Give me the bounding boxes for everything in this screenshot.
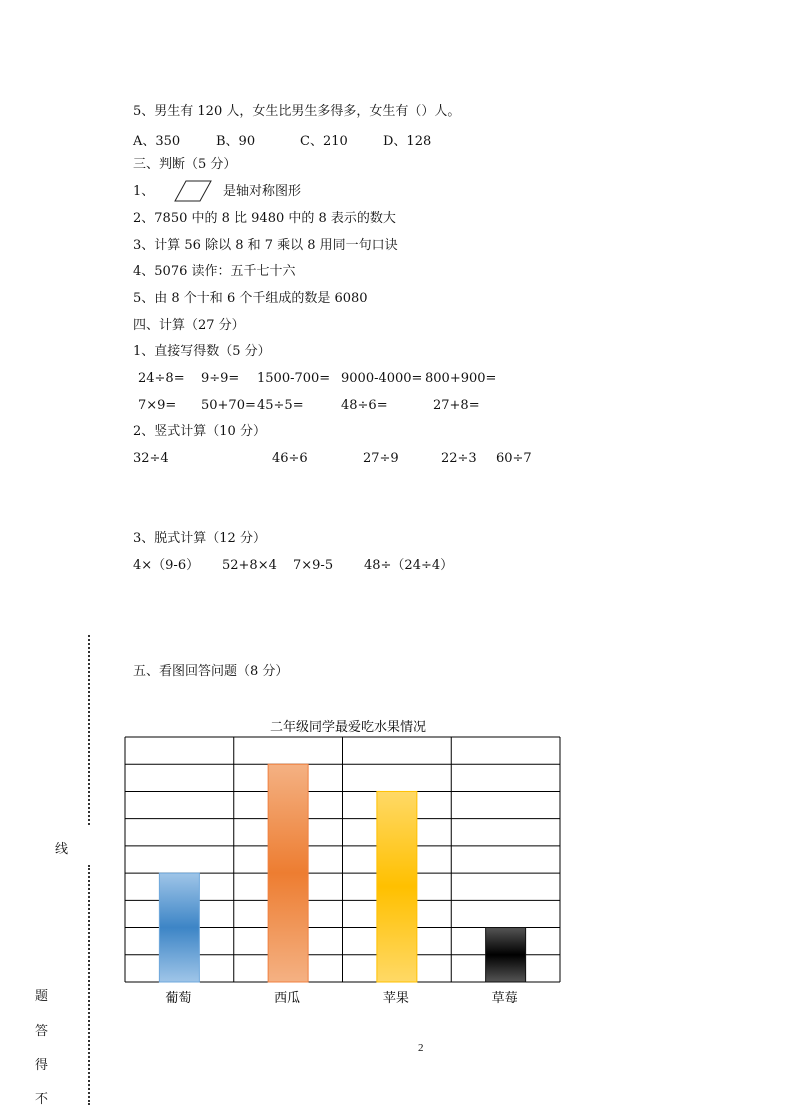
option-a: A、350 xyxy=(133,134,181,149)
chart-title: 二年级同学最爱吃水果情况 xyxy=(269,720,427,735)
calc-item: 9000-4000= xyxy=(341,371,423,386)
margin-line-label: 线 xyxy=(55,842,69,857)
margin-char: 题 xyxy=(35,989,49,1004)
vertical-calc-item: 27÷9 xyxy=(363,451,399,466)
step-calc-item: 7×9-5 xyxy=(293,558,334,573)
judge-item-1: 是轴对称图形 xyxy=(223,184,302,199)
calc-item: 9÷9= xyxy=(201,371,240,386)
chart-category-label: 西瓜 xyxy=(274,991,301,1006)
section-3-title: 三、判断（5 分） xyxy=(133,157,237,172)
section-4-title: 四、计算（27 分） xyxy=(133,318,245,333)
judge-item-3: 3、计算 56 除以 8 和 7 乘以 8 用同一句口诀 xyxy=(133,238,398,253)
calc-item: 800+900= xyxy=(425,371,497,386)
step-calc-item: 4×（9-6） xyxy=(133,558,200,573)
chart-bar-3 xyxy=(377,791,417,982)
calc-item: 1500-700= xyxy=(257,371,331,386)
page-number: 2 xyxy=(418,1042,424,1054)
judge-item-2: 2、7850 中的 8 比 9480 中的 8 表示的数大 xyxy=(133,211,396,226)
subsection-3: 3、脱式计算（12 分） xyxy=(133,531,266,546)
vertical-calc-item: 46÷6 xyxy=(272,451,308,466)
chart-bar-4 xyxy=(486,928,526,982)
margin-char: 不 xyxy=(35,1092,49,1107)
chart-category-label: 草莓 xyxy=(491,991,518,1006)
judge-item-4: 4、5076 读作：五千七十六 xyxy=(133,264,296,279)
calc-item: 24÷8= xyxy=(138,371,185,386)
judge-item-1-prefix: 1、 xyxy=(133,184,155,199)
subsection-2: 2、竖式计算（10 分） xyxy=(133,424,266,439)
option-c: C、210 xyxy=(300,134,348,149)
option-d: D、128 xyxy=(383,134,432,149)
chart-category-label: 苹果 xyxy=(382,991,409,1006)
question-5: 5、男生有 120 人，女生比男生多得多，女生有（）人。 xyxy=(133,104,461,119)
step-calc-item: 48÷（24÷4） xyxy=(364,558,454,573)
calc-item: 50+70= xyxy=(201,398,256,413)
calc-item: 27+8= xyxy=(433,398,480,413)
vertical-calc-item: 60÷7 xyxy=(496,451,532,466)
calc-item: 45÷5= xyxy=(257,398,304,413)
option-b: B、90 xyxy=(216,134,256,149)
margin-char: 答 xyxy=(35,1024,49,1039)
chart-bar-1 xyxy=(159,873,199,982)
calc-item: 7×9= xyxy=(138,398,177,413)
judge-item-5: 5、由 8 个十和 6 个千组成的数是 6080 xyxy=(133,291,368,306)
step-calc-item: 52+8×4 xyxy=(222,558,277,573)
section-5-title: 五、看图回答问题（8 分） xyxy=(133,664,289,679)
subsection-1: 1、直接写得数（5 分） xyxy=(133,344,271,359)
chart-category-label: 葡萄 xyxy=(165,991,192,1006)
vertical-calc-item: 22÷3 xyxy=(441,451,477,466)
calc-item: 48÷6= xyxy=(341,398,388,413)
chart-bar-2 xyxy=(268,764,308,982)
margin-char: 得 xyxy=(35,1058,49,1073)
vertical-calc-item: 32÷4 xyxy=(133,451,169,466)
